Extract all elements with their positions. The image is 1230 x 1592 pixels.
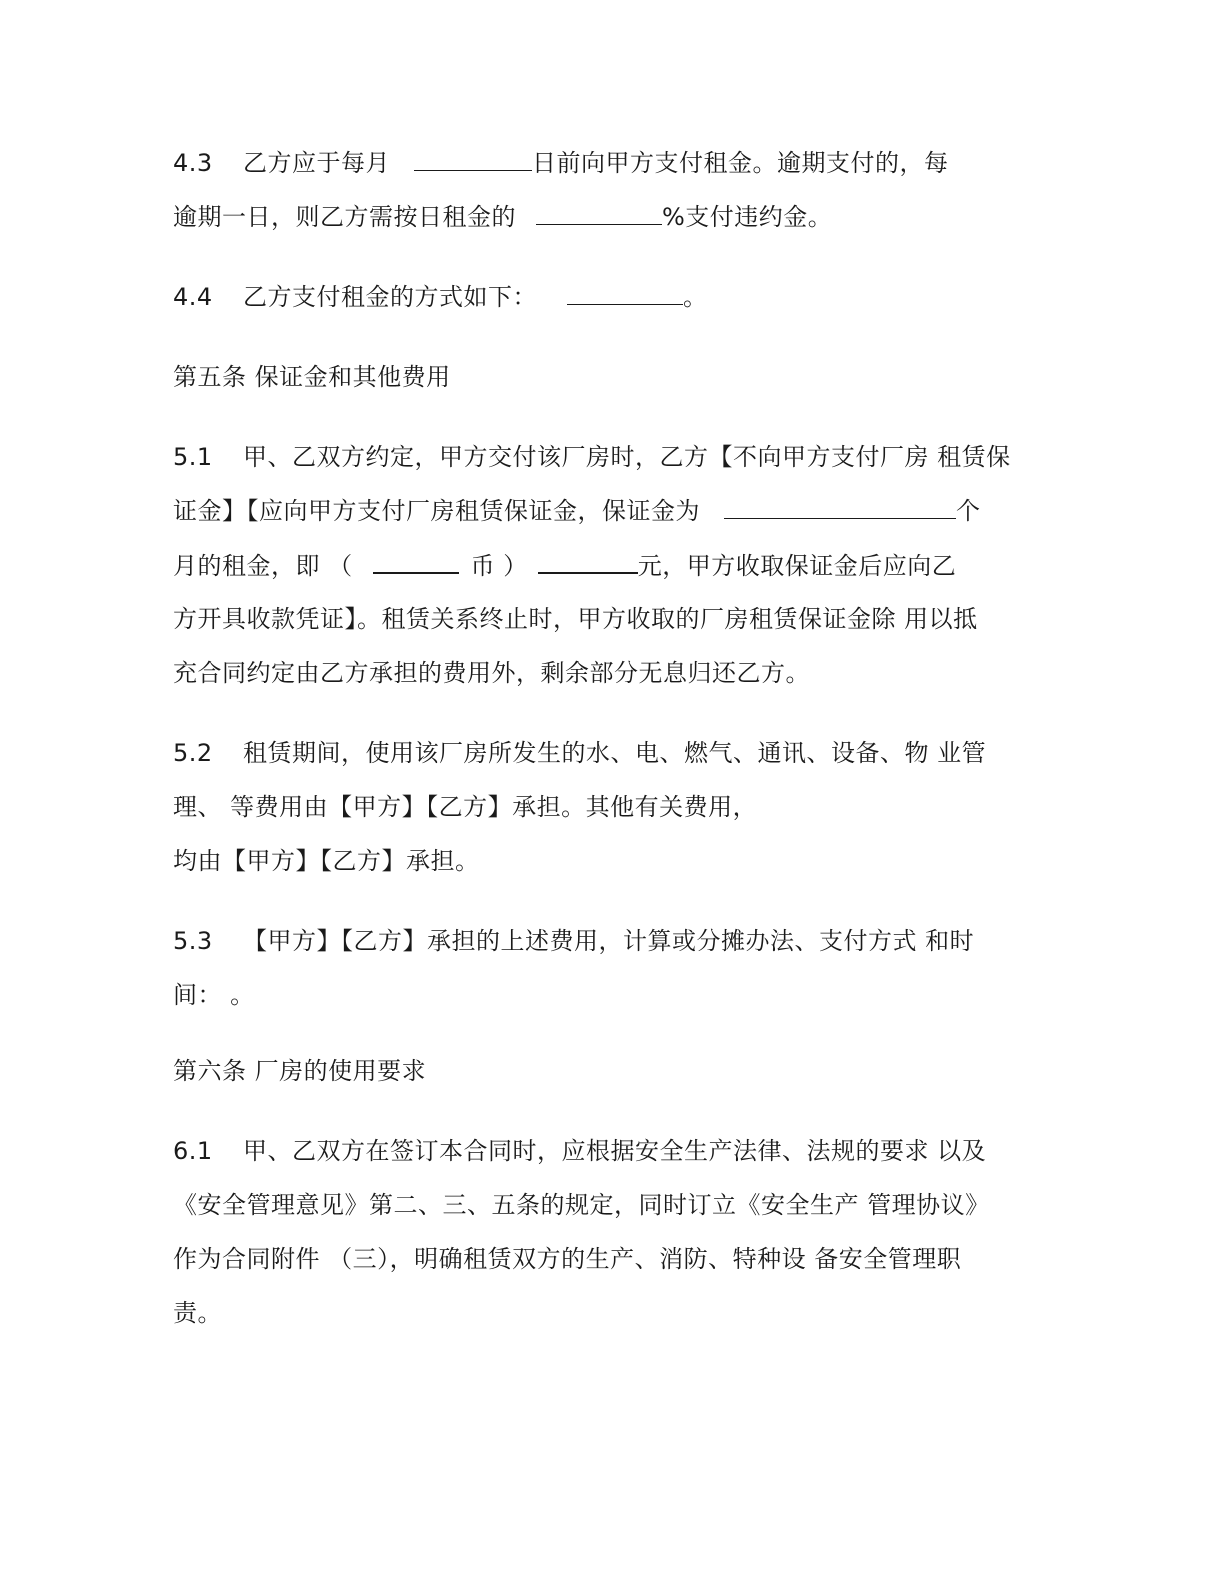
clause-text: 甲、乙双方在签订本合同时，应根据安全生产法律、法规的要求 以及 (243, 1137, 987, 1165)
clause-number: 4.3 (173, 149, 213, 177)
article-5-title: 第五条 保证金和其他费用 (173, 363, 451, 391)
clause-text: 月的租金，即 （ (173, 552, 353, 580)
payment-day-blank[interactable] (414, 148, 532, 171)
clause-text: 币 ） (470, 552, 528, 580)
clause-6-1-line-4: 责。 (173, 1299, 222, 1327)
clause-6-1-line-3: 作为合同附件 （三），明确租赁双方的生产、消防、特种设 备安全管理职 (173, 1245, 962, 1273)
clause-text: 【甲方】【乙方】承担的上述费用，计算或分摊办法、支付方式 和时 (243, 927, 975, 955)
deposit-amount-blank[interactable] (538, 550, 638, 574)
payment-method-blank[interactable] (567, 282, 683, 305)
deposit-months-blank[interactable] (724, 496, 956, 519)
clause-5-2-line-1 (173, 738, 986, 768)
clause-text: 元，甲方收取保证金后应向乙 (637, 552, 957, 580)
clause-5-2-line-3: 均由【甲方】【乙方】承担。 (173, 847, 480, 875)
clause-text: 日前向甲方支付租金。逾期支付的，每 (532, 149, 949, 177)
clause-5-1-line-3 (173, 550, 956, 581)
clause-text: 逾期一日，则乙方需按日租金的 (173, 203, 516, 231)
clause-text: 乙方应于每月 (243, 149, 390, 177)
article-6-title: 第六条 厂房的使用要求 (173, 1057, 427, 1085)
currency-blank[interactable] (373, 550, 459, 574)
clause-6-1-line-2: 《安全管理意见》第二、三、五条的规定，同时订立《安全生产 管理协议》 (173, 1191, 990, 1219)
penalty-percent-blank[interactable] (536, 202, 662, 225)
clause-5-2-line-2: 理、 等费用由【甲方】【乙方】承担。其他有关费用， (173, 793, 758, 821)
clause-text: 证金】【应向甲方支付厂房租赁保证金，保证金为 (173, 497, 700, 525)
clause-5-3-line-2: 间： 。 (173, 981, 255, 1009)
clause-text: 个 (956, 497, 981, 525)
clause-4-3-line-1 (173, 148, 949, 178)
clause-5-1-line-1 (173, 442, 1011, 472)
clause-4-4 (173, 282, 708, 312)
clause-text: %支付违约金。 (662, 203, 833, 231)
clause-5-1-line-5: 充合同约定由乙方承担的费用外，剩余部分无息归还乙方。 (173, 659, 810, 687)
clause-number: 5.2 (173, 739, 213, 767)
clause-text: 乙方支付租金的方式如下： (243, 283, 537, 311)
clause-4-3-line-2 (173, 202, 832, 232)
clause-number: 4.4 (173, 283, 213, 311)
clause-text: 租赁期间，使用该厂房所发生的水、电、燃气、通讯、设备、物 业管 (243, 739, 987, 767)
clause-5-1-line-4: 方开具收款凭证】。租赁关系终止时，甲方收取的厂房租赁保证金除 用以抵 (173, 605, 978, 633)
clause-number: 6.1 (173, 1137, 213, 1165)
clause-number: 5.1 (173, 443, 213, 471)
clause-5-3-line-1 (173, 926, 974, 956)
clause-text: 。 (683, 283, 708, 311)
clause-6-1-line-1 (173, 1136, 986, 1166)
clause-5-1-line-2 (173, 496, 981, 526)
clause-number: 5.3 (173, 927, 213, 955)
clause-text: 甲、乙双方约定，甲方交付该厂房时，乙方【不向甲方支付厂房 租赁保 (243, 443, 1011, 471)
